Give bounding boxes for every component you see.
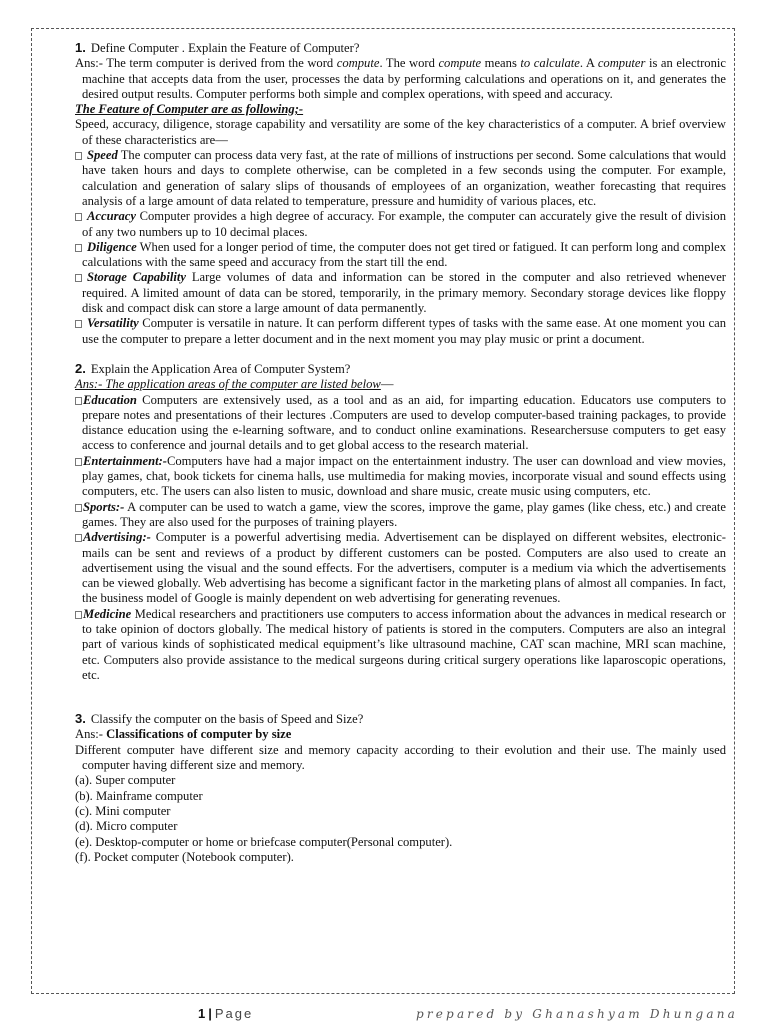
question-number: 1. (75, 40, 86, 55)
classification-item: (f). Pocket computer (Notebook computer). (75, 849, 294, 864)
footer-separator: | (208, 1006, 212, 1021)
checkbox-bullet-icon (75, 274, 82, 282)
question-number: 3. (75, 711, 86, 727)
page-footer (198, 1006, 253, 1021)
question-3 (75, 711, 726, 727)
question-text: Classify the computer on the basis of Speed and Size? (90, 712, 364, 727)
page-number: 1 (198, 1006, 206, 1021)
feature-item: Storage Capability Large volumes of data and information can be stored in the computer and also retrieved whenever required. A limited amount of data can be stored, temporarily, in the primary memory. Secondary storage devices like floppy disk and compact disk can store a large amount of data permanently. (75, 270, 726, 316)
feature-item: Diligence When used for a longer period of time, the computer does not get tired or fatigued. It can perform long and complex calculations with the same speed and accuracy from the start till the end. (75, 240, 726, 271)
checkbox-bullet-icon (75, 534, 82, 542)
question-1 (75, 40, 726, 56)
document-body (75, 40, 726, 865)
feature-intro: Speed, accuracy, diligence, storage capability and versatility are some of the key characteristics of a computer. A brief overview of these characteristics are— (75, 117, 726, 147)
checkbox-bullet-icon (75, 458, 82, 466)
checkbox-bullet-icon (75, 152, 82, 160)
question-2 (75, 361, 726, 377)
answer-3-heading: Ans:- Classifications of computer by size (75, 727, 292, 742)
classification-item: (c). Mini computer (75, 803, 171, 818)
classification-item: (d). Micro computer (75, 819, 178, 834)
feature-item: Speed The computer can process data very fast, at the rate of millions of instructions per second. Some calculations that would have taken hours and days to complete otherwise, can be completed in a few seconds using the computer. For example, calculation and generation of salary slips of thousands of employees of an organization, weather forecasting that requires analysis of a large amount of data related to temperature, pressure and humidity of various places, etc. (75, 148, 726, 209)
question-text: Define Computer . Explain the Feature of Computer? (90, 41, 360, 55)
application-item: Sports:- A computer can be used to watch a game, view the scores, improve the game, play games (like chess, etc.) and create games. They are also used for the purposes of training players. (75, 500, 726, 531)
application-item: Education Computers are extensively used, as a tool and as an aid, for imparting education. Educators use computers to prepare notes and presentations of their lectures .Computers are used to develop computer-based training packages, to provide distance education using the e-learning software, and to conduct online examinations. Researchersuse computers to get easy access to conference and journal details and to get global access to the research material. (75, 393, 726, 454)
checkbox-bullet-icon (75, 504, 82, 512)
classification-item: (a). Super computer (75, 773, 176, 788)
question-text: Explain the Application Area of Computer System? (90, 361, 351, 376)
feature-item: Accuracy Computer provides a high degree of accuracy. For example, the computer can accurately give the result of division of any two numbers up to 10 decimal places. (75, 209, 726, 240)
checkbox-bullet-icon (75, 611, 82, 619)
classification-item: (b). Mainframe computer (75, 788, 203, 803)
author-credit: prepared by Ghanashyam Dhungana (415, 1007, 738, 1021)
checkbox-bullet-icon (75, 244, 82, 252)
feature-item: Versatility Computer is versatile in nature. It can perform different types of tasks with the same ease. At one moment you can use the computer to prepare a letter document and in the next moment you may play music or print a document. (75, 316, 726, 347)
answer-3-intro: Different computer have different size and memory capacity according to their evolution and their use. The mainly used computer having different size and memory. (75, 742, 726, 773)
application-item: Advertising:- Computer is a powerful advertising media. Advertisement can be displayed on different websites, electronic-mails can be sent and reviews of a product by different customers can be posted. Computers are also used to create an advertisement using the visual and the sound effects. For the advertisers, computer is a medium via which the advertisements can be viewed globally. Web advertising has become a significant factor in the marketing plans of almost all companies. In fact, the business model of Google is mainly dependent on web advertising for generating revenues. (75, 530, 726, 606)
checkbox-bullet-icon (75, 320, 82, 328)
classification-item: (e). Desktop-computer or home or briefcase computer(Personal computer). (75, 834, 453, 849)
checkbox-bullet-icon (75, 397, 82, 405)
answer-1: Ans:- The term computer is derived from the word compute. The word compute means to calculate. A computer is an electronic machine that accepts data from the user, processes the data by performing calculations and operations on it, and generates the desired output results. Computer performs both simple and complex operations, with speed and accuracy. (75, 56, 726, 101)
application-item: Entertainment:-Computers have had a major impact on the entertainment industry. The user can download and view movies, play games, chat, book tickets for cinema halls, use multimedia for making movies, incorporate visual and sound effects using computers, etc. The users can also listen to music, download and share music, create music using computers, etc. (75, 454, 726, 500)
page-label: Page (214, 1006, 254, 1021)
application-item: Medicine Medical researchers and practitioners use computers to access information about the advances in medical research or to take opinion of doctors globally. The medical history of patients is stored in the computers. Computers are also an integral part of various kinds of sophisticated medical equipment’s like ultrasound machine, CAT scan machine, MRI scan machine, etc. Computers also provide assistance to the medical surgeons during critical surgery operations like laparoscopic operations, etc. (75, 607, 726, 683)
checkbox-bullet-icon (75, 213, 82, 221)
feature-heading: The Feature of Computer are as following;- (75, 102, 304, 117)
question-number: 2. (75, 360, 86, 376)
answer-2-heading: Ans:- The application areas of the computer are listed below— (75, 377, 394, 392)
